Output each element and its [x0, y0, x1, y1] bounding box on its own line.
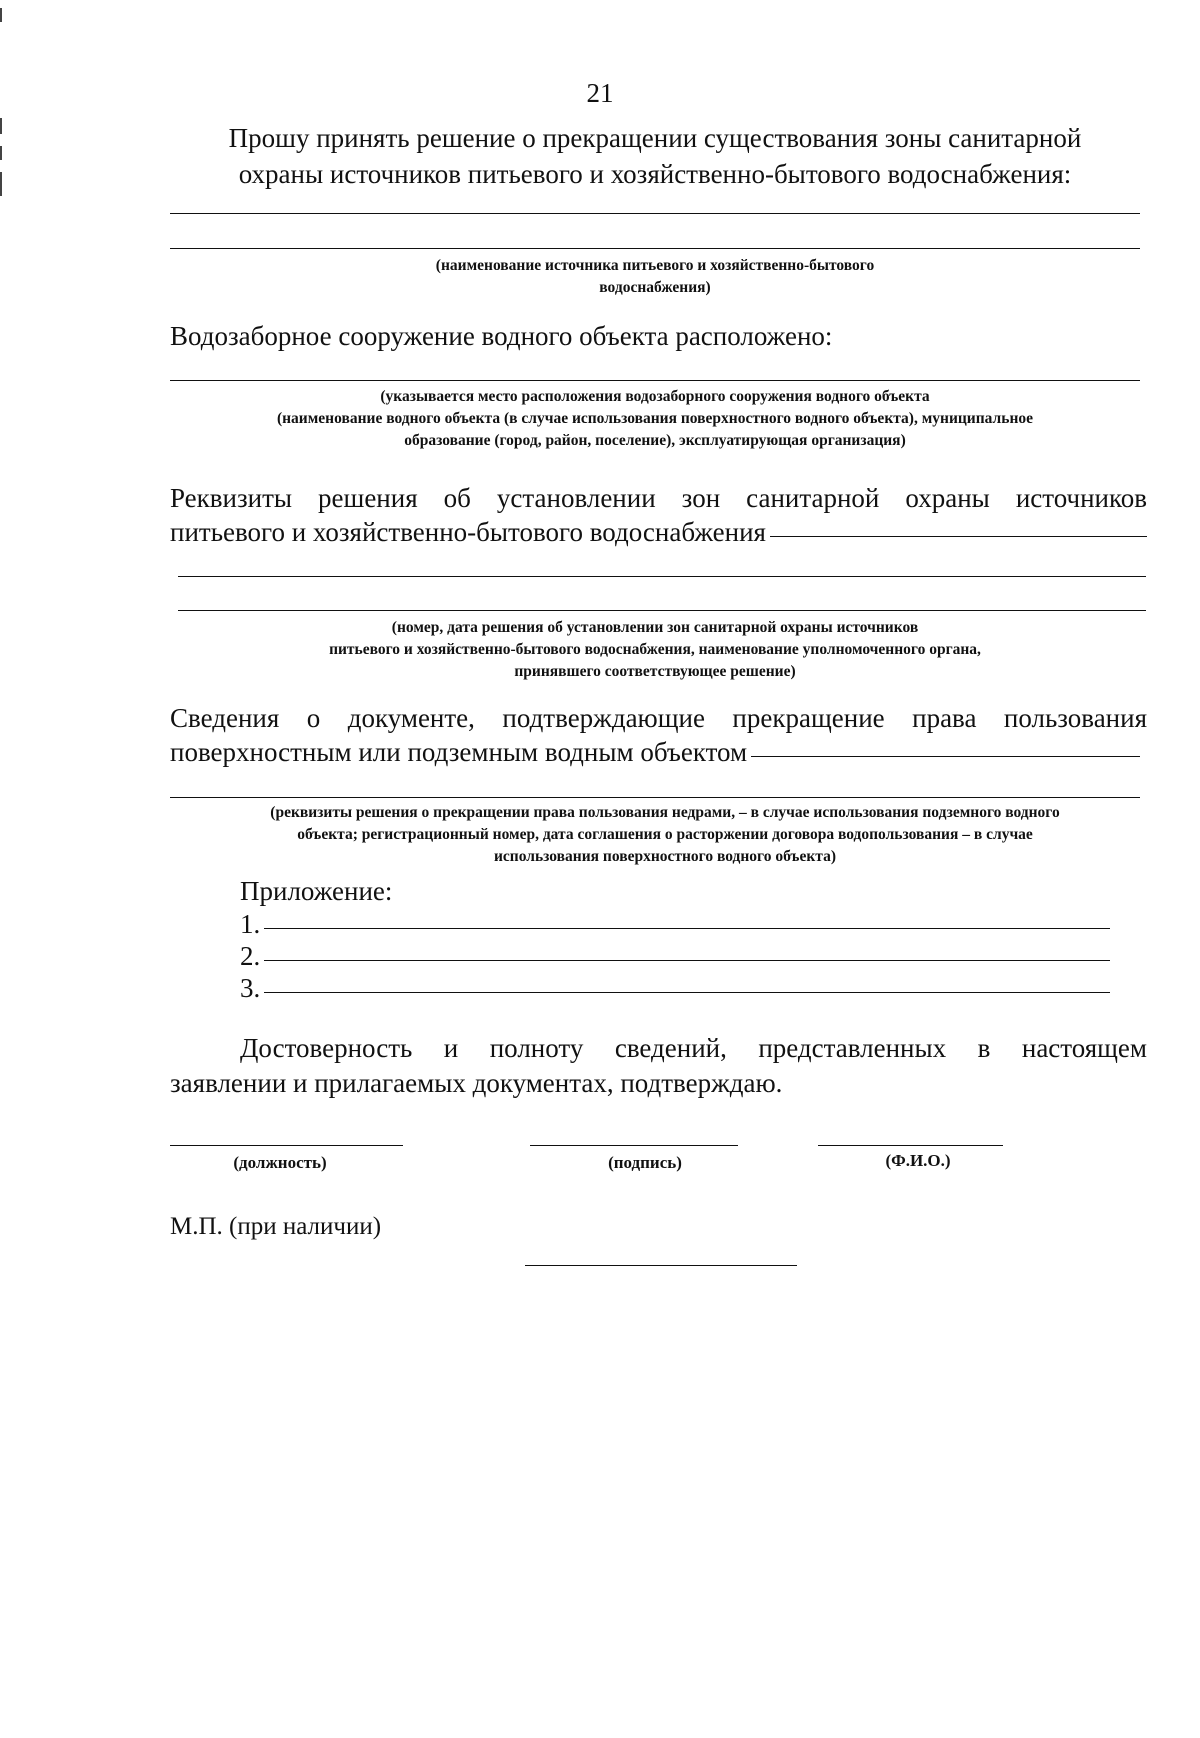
- intake-note-line-3: образование (город, район, поселение), эксплуатирующая организация): [404, 432, 906, 449]
- intake-note-line-2: (наименование водного объекта (в случае использования поверхностного водного объекта), муниципальное: [276, 410, 1034, 427]
- decision-note-line-3: принявшего соответствующее решение): [514, 663, 796, 680]
- attachment-row-2: [240, 938, 1110, 974]
- intake-note-line-1: (указывается место расположения водозаборного сооружения водного объекта: [380, 388, 930, 405]
- document-field[interactable]: [170, 797, 1140, 798]
- attachments-heading: Приложение:: [240, 876, 393, 906]
- scan-mark: [0, 172, 2, 196]
- decision-note-line-2: питьевого и хозяйственно-бытового водоснабжения, наименование уполномоченного органа,: [329, 641, 981, 658]
- request-line-1: Прошу принять решение о прекращении существования зоны санитарной: [228, 123, 1082, 153]
- source-note-line-1: (наименование источника питьевого и хозяйственно-бытового: [435, 257, 875, 274]
- decision-field-1[interactable]: [178, 576, 1146, 577]
- document-note-line-1: (реквизиты решения о прекращении права пользования недрами, – в случае использования подземного водного: [270, 804, 1060, 821]
- name-field[interactable]: [818, 1145, 1003, 1146]
- source-note-line-2: водоснабжения): [599, 279, 711, 296]
- decision-heading-line-1: Реквизиты решения об установлении зон санитарной охраны источников: [170, 483, 1147, 513]
- decision-heading-row: [170, 514, 1147, 550]
- decision-heading-line-2: питьевого и хозяйственно-бытового водоснабжения: [170, 517, 766, 547]
- document-note-line-3: использования поверхностного водного объекта): [493, 848, 836, 865]
- source-name-field-1[interactable]: [170, 213, 1140, 214]
- document-heading-line-1: Сведения о документе, подтверждающие прекращение права пользования: [170, 703, 1147, 733]
- scan-mark: [0, 118, 2, 134]
- document-heading-row: [170, 734, 1140, 770]
- attachment-number: 2.: [240, 941, 261, 971]
- attachment-number: 1.: [240, 909, 261, 939]
- decision-inline-field[interactable]: [770, 536, 1147, 537]
- name-label: (Ф.И.О.): [885, 1151, 951, 1170]
- signature-field[interactable]: [530, 1145, 738, 1146]
- request-line-2: охраны источников питьевого и хозяйственно-бытового водоснабжения:: [238, 159, 1072, 189]
- attachment-row-1: [240, 906, 1110, 942]
- attachment-field-1[interactable]: [264, 928, 1110, 929]
- attachment-number: 3.: [240, 973, 261, 1003]
- decision-field-2[interactable]: [178, 610, 1146, 611]
- attachment-field-2[interactable]: [264, 960, 1110, 961]
- document-note-line-2: объекта; регистрационный номер, дата соглашения о расторжении договора водопользования – в случае: [297, 826, 1033, 843]
- attachment-field-3[interactable]: [264, 992, 1110, 993]
- stamp-label: М.П. (при наличии): [170, 1213, 382, 1240]
- attachment-row-3: [240, 970, 1110, 1006]
- intake-heading: Водозаборное сооружение водного объекта расположено:: [170, 321, 833, 351]
- source-name-field-2[interactable]: [170, 248, 1140, 249]
- document-heading-line-2: поверхностным или подземным водным объектом: [170, 737, 748, 767]
- scan-mark: [0, 8, 2, 22]
- confirmation-line-2: заявлении и прилагаемых документах, подтверждаю.: [170, 1068, 783, 1098]
- position-field[interactable]: [170, 1145, 403, 1146]
- confirmation-line-1: Достоверность и полноту сведений, представленных в настоящем: [240, 1033, 1147, 1063]
- position-label: (должность): [233, 1153, 327, 1172]
- page-number: 21: [586, 78, 614, 108]
- decision-note-line-1: (номер, дата решения об установлении зон санитарной охраны источников: [391, 619, 919, 636]
- bottom-separator: [525, 1265, 797, 1266]
- document-inline-field[interactable]: [751, 756, 1140, 757]
- intake-location-field[interactable]: [170, 380, 1140, 381]
- scan-mark: [0, 146, 2, 160]
- signature-label: (подпись): [608, 1153, 682, 1172]
